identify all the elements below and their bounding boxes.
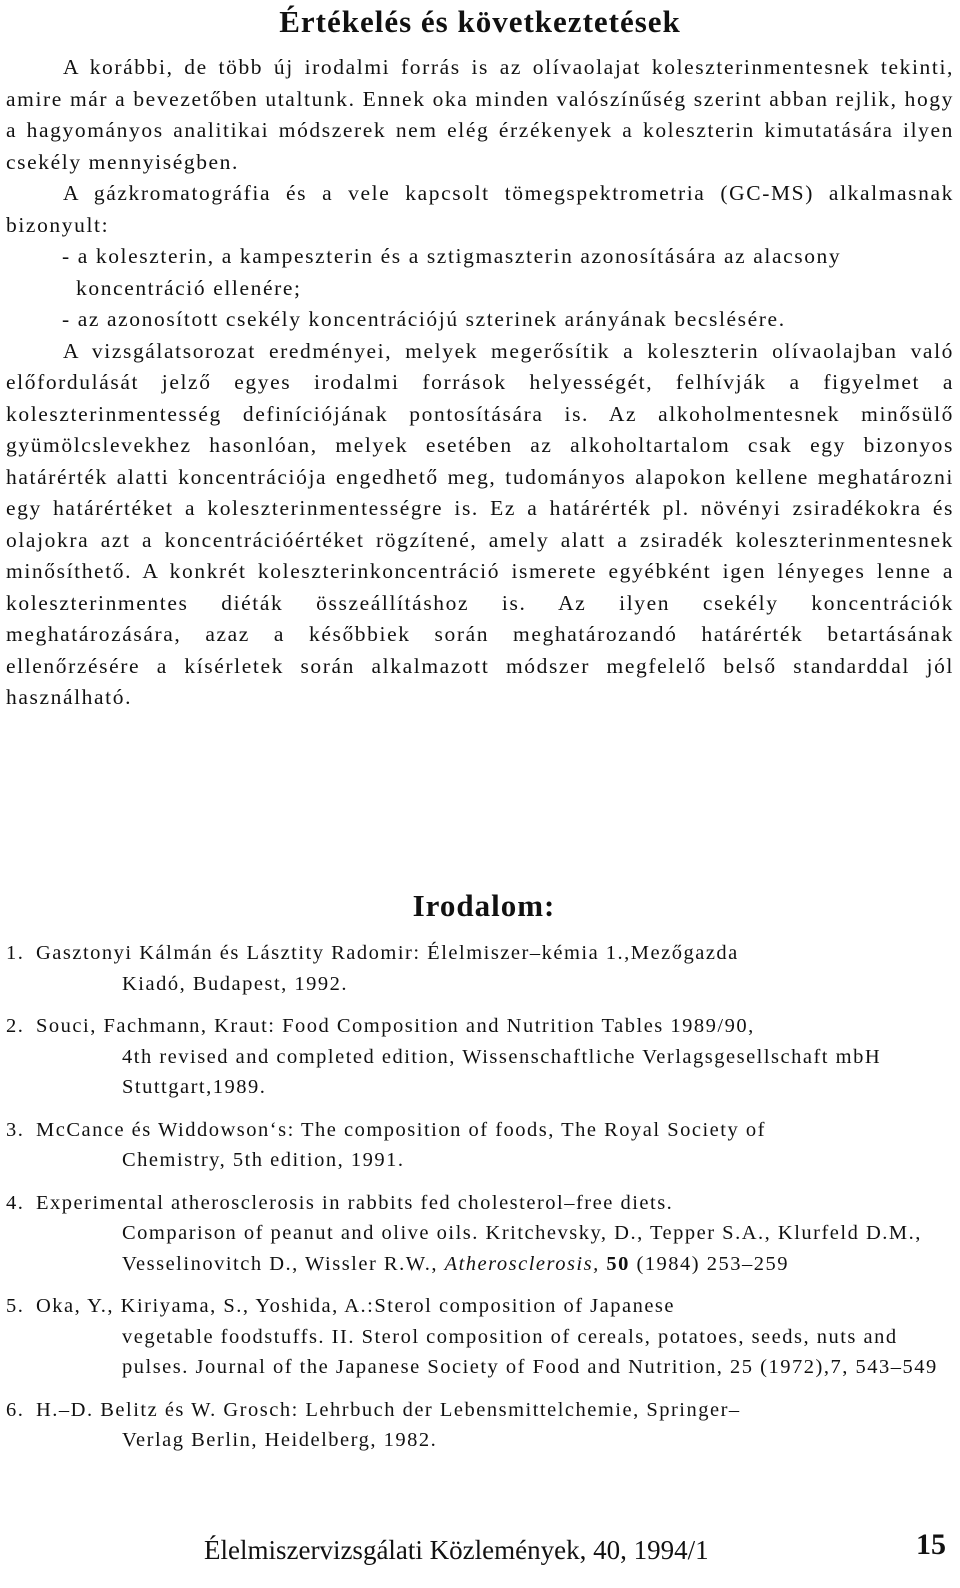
reference-text-cont: Verlag Berlin, Heidelberg, 1982. — [122, 1429, 438, 1451]
reference-text: McCance és Widdowson‘s: The composition of foods, The Royal Society of — [36, 1118, 766, 1141]
reference-volume: 50 — [606, 1252, 630, 1275]
reference-number: 2. — [6, 1015, 25, 1037]
paragraph-1: A korábbi, de több új irodalmi forrás is az olívaolajat koleszterinmentesnek tekinti, amire már a bevezetőben utaltunk. Ennek oka minden valószínűség szerint abban rejlik, hogy a hagyományos analitikai módszerek nem elég érzékenyek a koleszterin kimutatására ilyen csekély mennyiségben. — [6, 55, 954, 174]
reference-year-pages: (1984) 253–259 — [636, 1252, 790, 1275]
reference-text: Gasztonyi Kálmán és Lásztity Radomir: Élelmiszer–kémia 1.,Mezőgazda — [36, 942, 739, 964]
reference-item — [6, 1188, 952, 1280]
reference-item — [6, 938, 952, 999]
reference-text: H.–D. Belitz és W. Grosch: Lehrbuch der Lebensmittelchemie, Springer– — [36, 1398, 741, 1421]
footer-journal: Élelmiszervizsgálati Közlemények, 40, 1994/1 — [204, 1535, 709, 1565]
references-list — [6, 938, 952, 1468]
reference-number: 1. — [6, 942, 25, 964]
reference-text: Oka, Y., Kiriyama, S., Yoshida, A.:Sterol composition of Japanese — [36, 1295, 676, 1317]
reference-journal: Atherosclerosis, — [444, 1252, 600, 1275]
list-item: - az azonosított csekély koncentrációjú szterinek arányának becslésére. — [62, 307, 786, 331]
reference-text-cont: vegetable foodstuffs. II. Sterol composition of cereals, potatoes, seeds, nuts and pulses. Journal of the Japanese Society of Food and Nutrition, 25 (1972),7, 543–549 — [122, 1325, 938, 1378]
reference-item — [6, 1395, 952, 1456]
reference-text: Experimental atherosclerosis in rabbits fed cholesterol–free diets. — [36, 1191, 674, 1214]
reference-item — [6, 1291, 952, 1383]
reference-text-cont — [6, 1218, 952, 1279]
page-number: 15 — [916, 1528, 946, 1561]
references-title: Irodalom: — [412, 888, 556, 923]
gc-ms-list — [6, 241, 954, 336]
body-text — [6, 52, 954, 714]
reference-text: Souci, Fachmann, Kraut: Food Composition and Nutrition Tables 1989/90, — [36, 1015, 755, 1037]
section-title: Értékelés és következtetések — [279, 4, 681, 39]
reference-text-cont: Chemistry, 5th edition, 1991. — [122, 1149, 405, 1171]
reference-text-cont: Kiadó, Budapest, 1992. — [122, 972, 349, 995]
list-item: - a koleszterin, a kampeszterin és a sztigmaszterin azonosítására az alacsony koncentráció ellenére; — [62, 244, 842, 300]
reference-number: 6. — [6, 1398, 25, 1421]
reference-number: 3. — [6, 1118, 25, 1141]
paragraph-2: A gázkromatográfia és a vele kapcsolt tömegspektrometria (GC-MS) alkalmasnak bizonyult: — [6, 181, 954, 237]
paragraph-3: A vizsgálatsorozat eredményei, melyek megerősítik a koleszterin olívaolajban való előfordulását jelző egyes irodalmi források helyességét, felhívják a figyelmet a koleszterinmentesség definíciójának pontosítására is. Az alkoholmentesnek minősülő gyümölcslevekhez hasonlóan, melyek esetében az alkoholtartalom csak egy bizonyos határérték alatti koncentrációja engedhető meg, tudományos alapokon kellene meghatározni egy határértéket a koleszterinmentességre is. Ez a határérték pl. növényi zsiradékokra és olajokra azt a koncentrációértéket rögzítené, amely alatt a zsiradék koleszterinmentesnek minősíthető. A konkrét koleszterinkoncentráció ismerete egyébként igen lényeges lenne a koleszterinmentes diéták összeállításhoz is. Az ilyen csekély koncentrációk meghatározására, azaz a későbbiek során meghatározandó határérték betartásának ellenőrzésére a kísérletek során alkalmazott módszer megfelelő belső standarddal jól használható. — [6, 338, 954, 709]
reference-number: 5. — [6, 1295, 25, 1317]
reference-text-cont: 4th revised and completed edition, Wissenschaftliche Verlagsgesellschaft mbH Stuttgart,1989. — [122, 1045, 882, 1098]
reference-authors: Comparison of peanut and olive oils. Kritchevsky, D., Tepper S.A., Klurfeld D.M., Vesselinovitch D., Wissler R.W., — [122, 1222, 922, 1275]
reference-item — [6, 1011, 952, 1103]
reference-item — [6, 1115, 952, 1176]
reference-number: 4. — [6, 1191, 25, 1214]
